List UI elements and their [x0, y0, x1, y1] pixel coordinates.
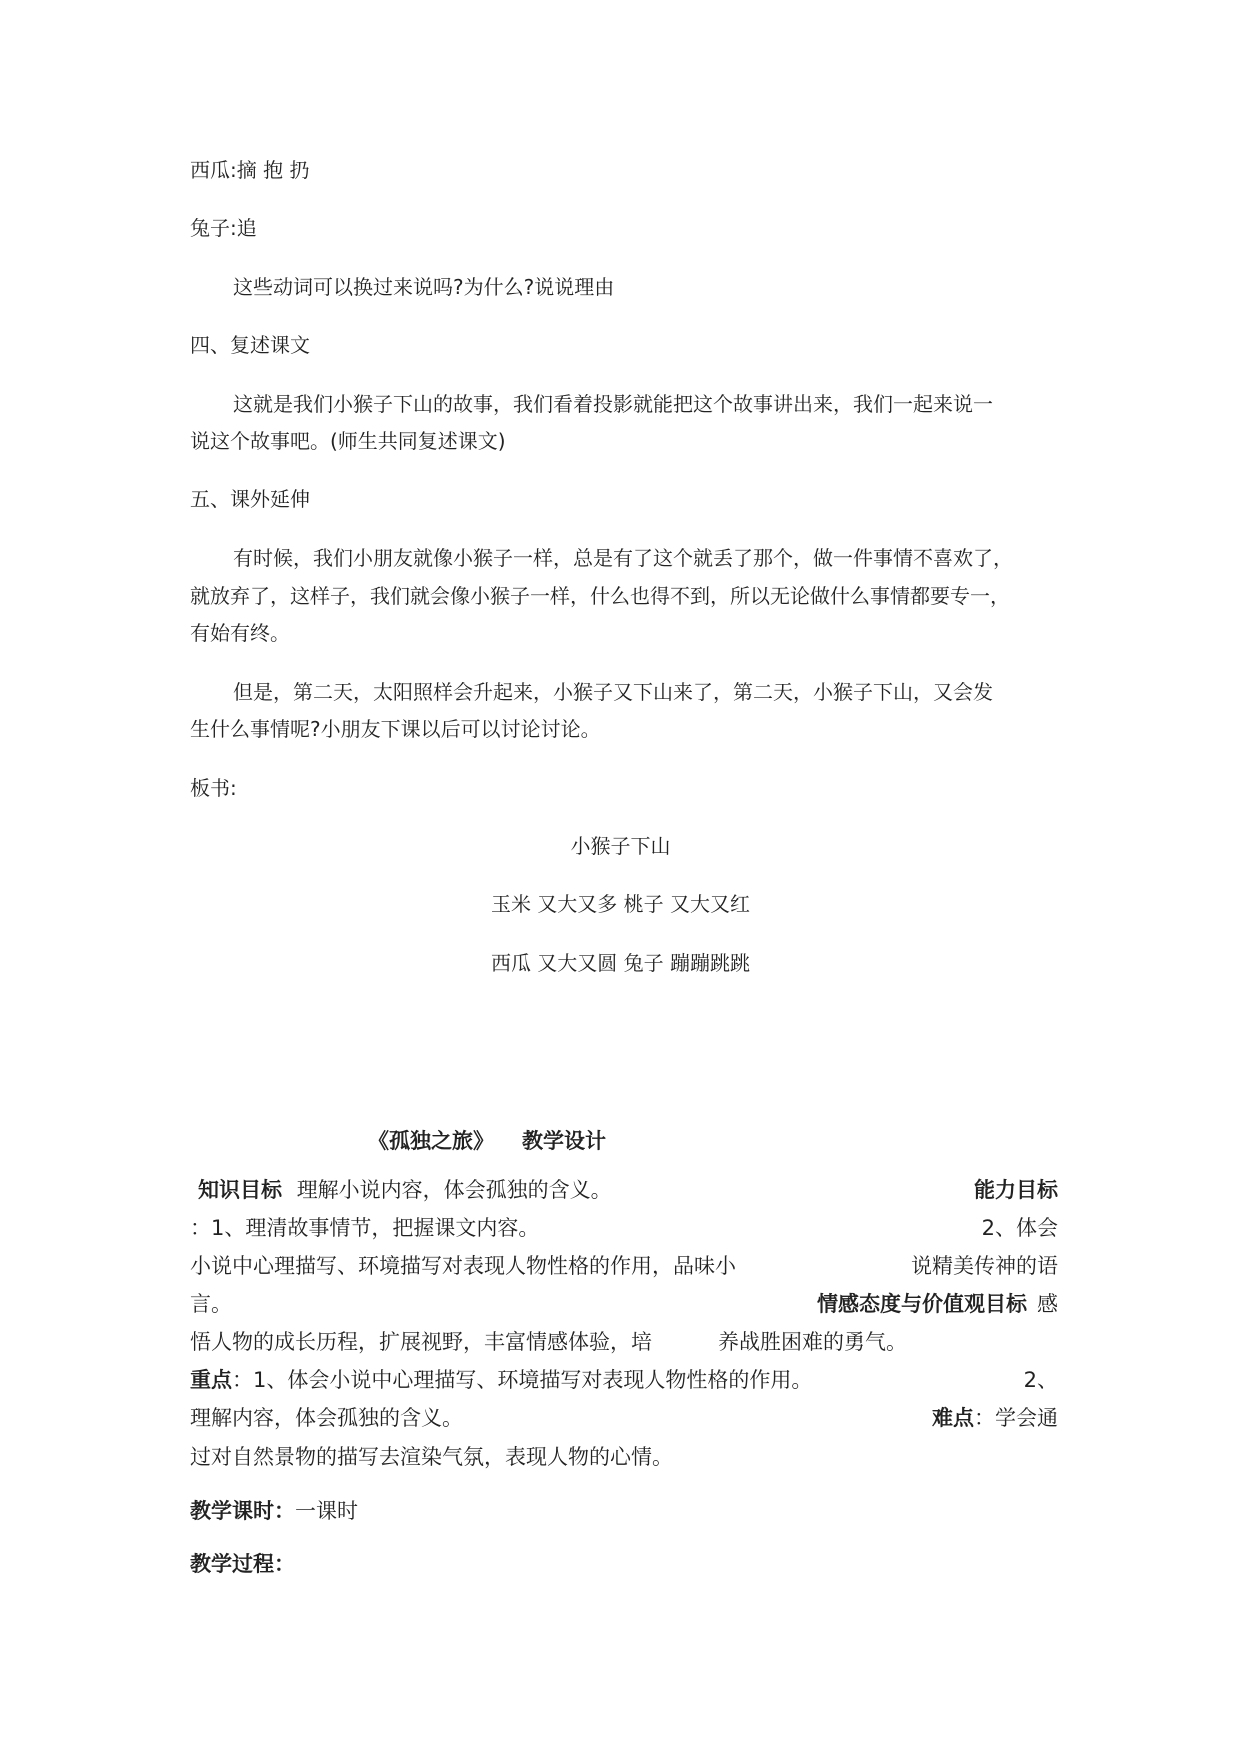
verbs-watermelon: 西瓜:摘 抱 扔 — [190, 158, 310, 182]
objectives-row4 — [190, 1290, 1058, 1318]
objectives-row3 — [190, 1252, 1058, 1280]
lesson-period-value: 一课时 — [295, 1499, 358, 1523]
extend-paragraph1-line3: 有始有终。 — [190, 621, 290, 645]
verbs-question: 这些动词可以换过来说吗?为什么?说说理由 — [233, 275, 615, 299]
knowledge-goal-text: 理解小说内容，体会孤独的含义。 — [296, 1178, 612, 1202]
ability-goal-1: ：1、理清故事情节，把握课文内容。 — [190, 1216, 540, 1240]
board-line2: 西瓜 又大又圆 兔子 蹦蹦跳跳 — [490, 951, 751, 975]
objectives-row5 — [190, 1328, 1058, 1356]
difficult-points-text: 过对自然景物的描写去渲染气氛，表现人物的心情。 — [190, 1445, 673, 1469]
ability-goal-2-start: 2、体会 — [981, 1216, 1058, 1240]
difficult-points-label: 难点 — [932, 1406, 974, 1430]
ability-goal-2-part2: 说精美传神的语 — [911, 1254, 1058, 1278]
extend-paragraph2-line1: 但是，第二天，太阳照样会升起来，小猴子又下山来了，第二天，小猴子下山，又会发 — [233, 680, 993, 704]
key-point-1: ：1、体会小说中心理描写、环境描写对表现人物性格的作用。 — [232, 1368, 813, 1392]
objectives-row1 — [190, 1176, 1058, 1204]
key-point-2-start: 2、 — [1023, 1368, 1058, 1392]
extend-paragraph1-line1: 有时候，我们小朋友就像小猴子一样，总是有了这个就丢了那个，做一件事情不喜欢了， — [233, 546, 1013, 570]
retell-paragraph-line2: 说这个故事吧。(师生共同复述课文) — [190, 429, 506, 453]
key-points-label: 重点 — [190, 1368, 232, 1392]
board-title: 小猴子下山 — [570, 834, 671, 858]
heading-extend: 五、课外延伸 — [190, 487, 310, 511]
knowledge-goal-label: 知识目标 — [198, 1178, 282, 1202]
key-points-row2 — [190, 1404, 1058, 1432]
lesson-period-label: 教学课时： — [190, 1499, 295, 1523]
ability-goal-label: 能力目标 — [974, 1178, 1058, 1202]
difficult-points-start: ：学会通 — [974, 1406, 1058, 1430]
extend-paragraph2-line2: 生什么事情呢?小朋友下课以后可以讨论讨论。 — [190, 717, 601, 741]
objectives-row2 — [190, 1214, 1058, 1242]
lesson-title — [368, 1128, 606, 1154]
board-label: 板书: — [190, 776, 237, 800]
heading-retell: 四、复述课文 — [190, 333, 310, 357]
lesson-title-design: 教学设计 — [522, 1129, 606, 1153]
emotion-goal-head — [817, 1290, 1058, 1318]
lesson-title-book: 《孤独之旅》 — [368, 1129, 494, 1153]
ability-goal-2-end: 言。 — [190, 1292, 232, 1316]
board-line1: 玉米 又大又多 桃子 又大又红 — [490, 892, 751, 916]
emotion-goal-label: 情感态度与价值观目标 — [817, 1292, 1027, 1316]
emotion-goal-start: 感 — [1037, 1292, 1058, 1316]
lesson-period-row — [190, 1497, 1058, 1525]
difficult-points-row — [190, 1443, 1058, 1471]
verbs-rabbit: 兔子:追 — [190, 216, 257, 240]
key-point-2: 理解内容，体会孤独的含义。 — [190, 1406, 463, 1430]
difficult-points-head — [932, 1404, 1058, 1432]
emotion-goal-part1: 悟人物的成长历程，扩展视野，丰富情感体验，培 — [190, 1330, 652, 1354]
extend-paragraph1-line2: 就放弃了，这样子，我们就会像小猴子一样，什么也得不到，所以无论做什么事情都要专一， — [190, 584, 1010, 608]
lesson-process-heading: 教学过程： — [190, 1552, 295, 1576]
ability-goal-2-part1: 小说中心理描写、环境描写对表现人物性格的作用，品味小 — [190, 1254, 736, 1278]
retell-paragraph-line1: 这就是我们小猴子下山的故事，我们看着投影就能把这个故事讲出来，我们一起来说一 — [233, 392, 993, 416]
emotion-goal-part2: 养战胜困难的勇气。 — [718, 1330, 907, 1354]
key-points-row1 — [190, 1366, 1058, 1394]
